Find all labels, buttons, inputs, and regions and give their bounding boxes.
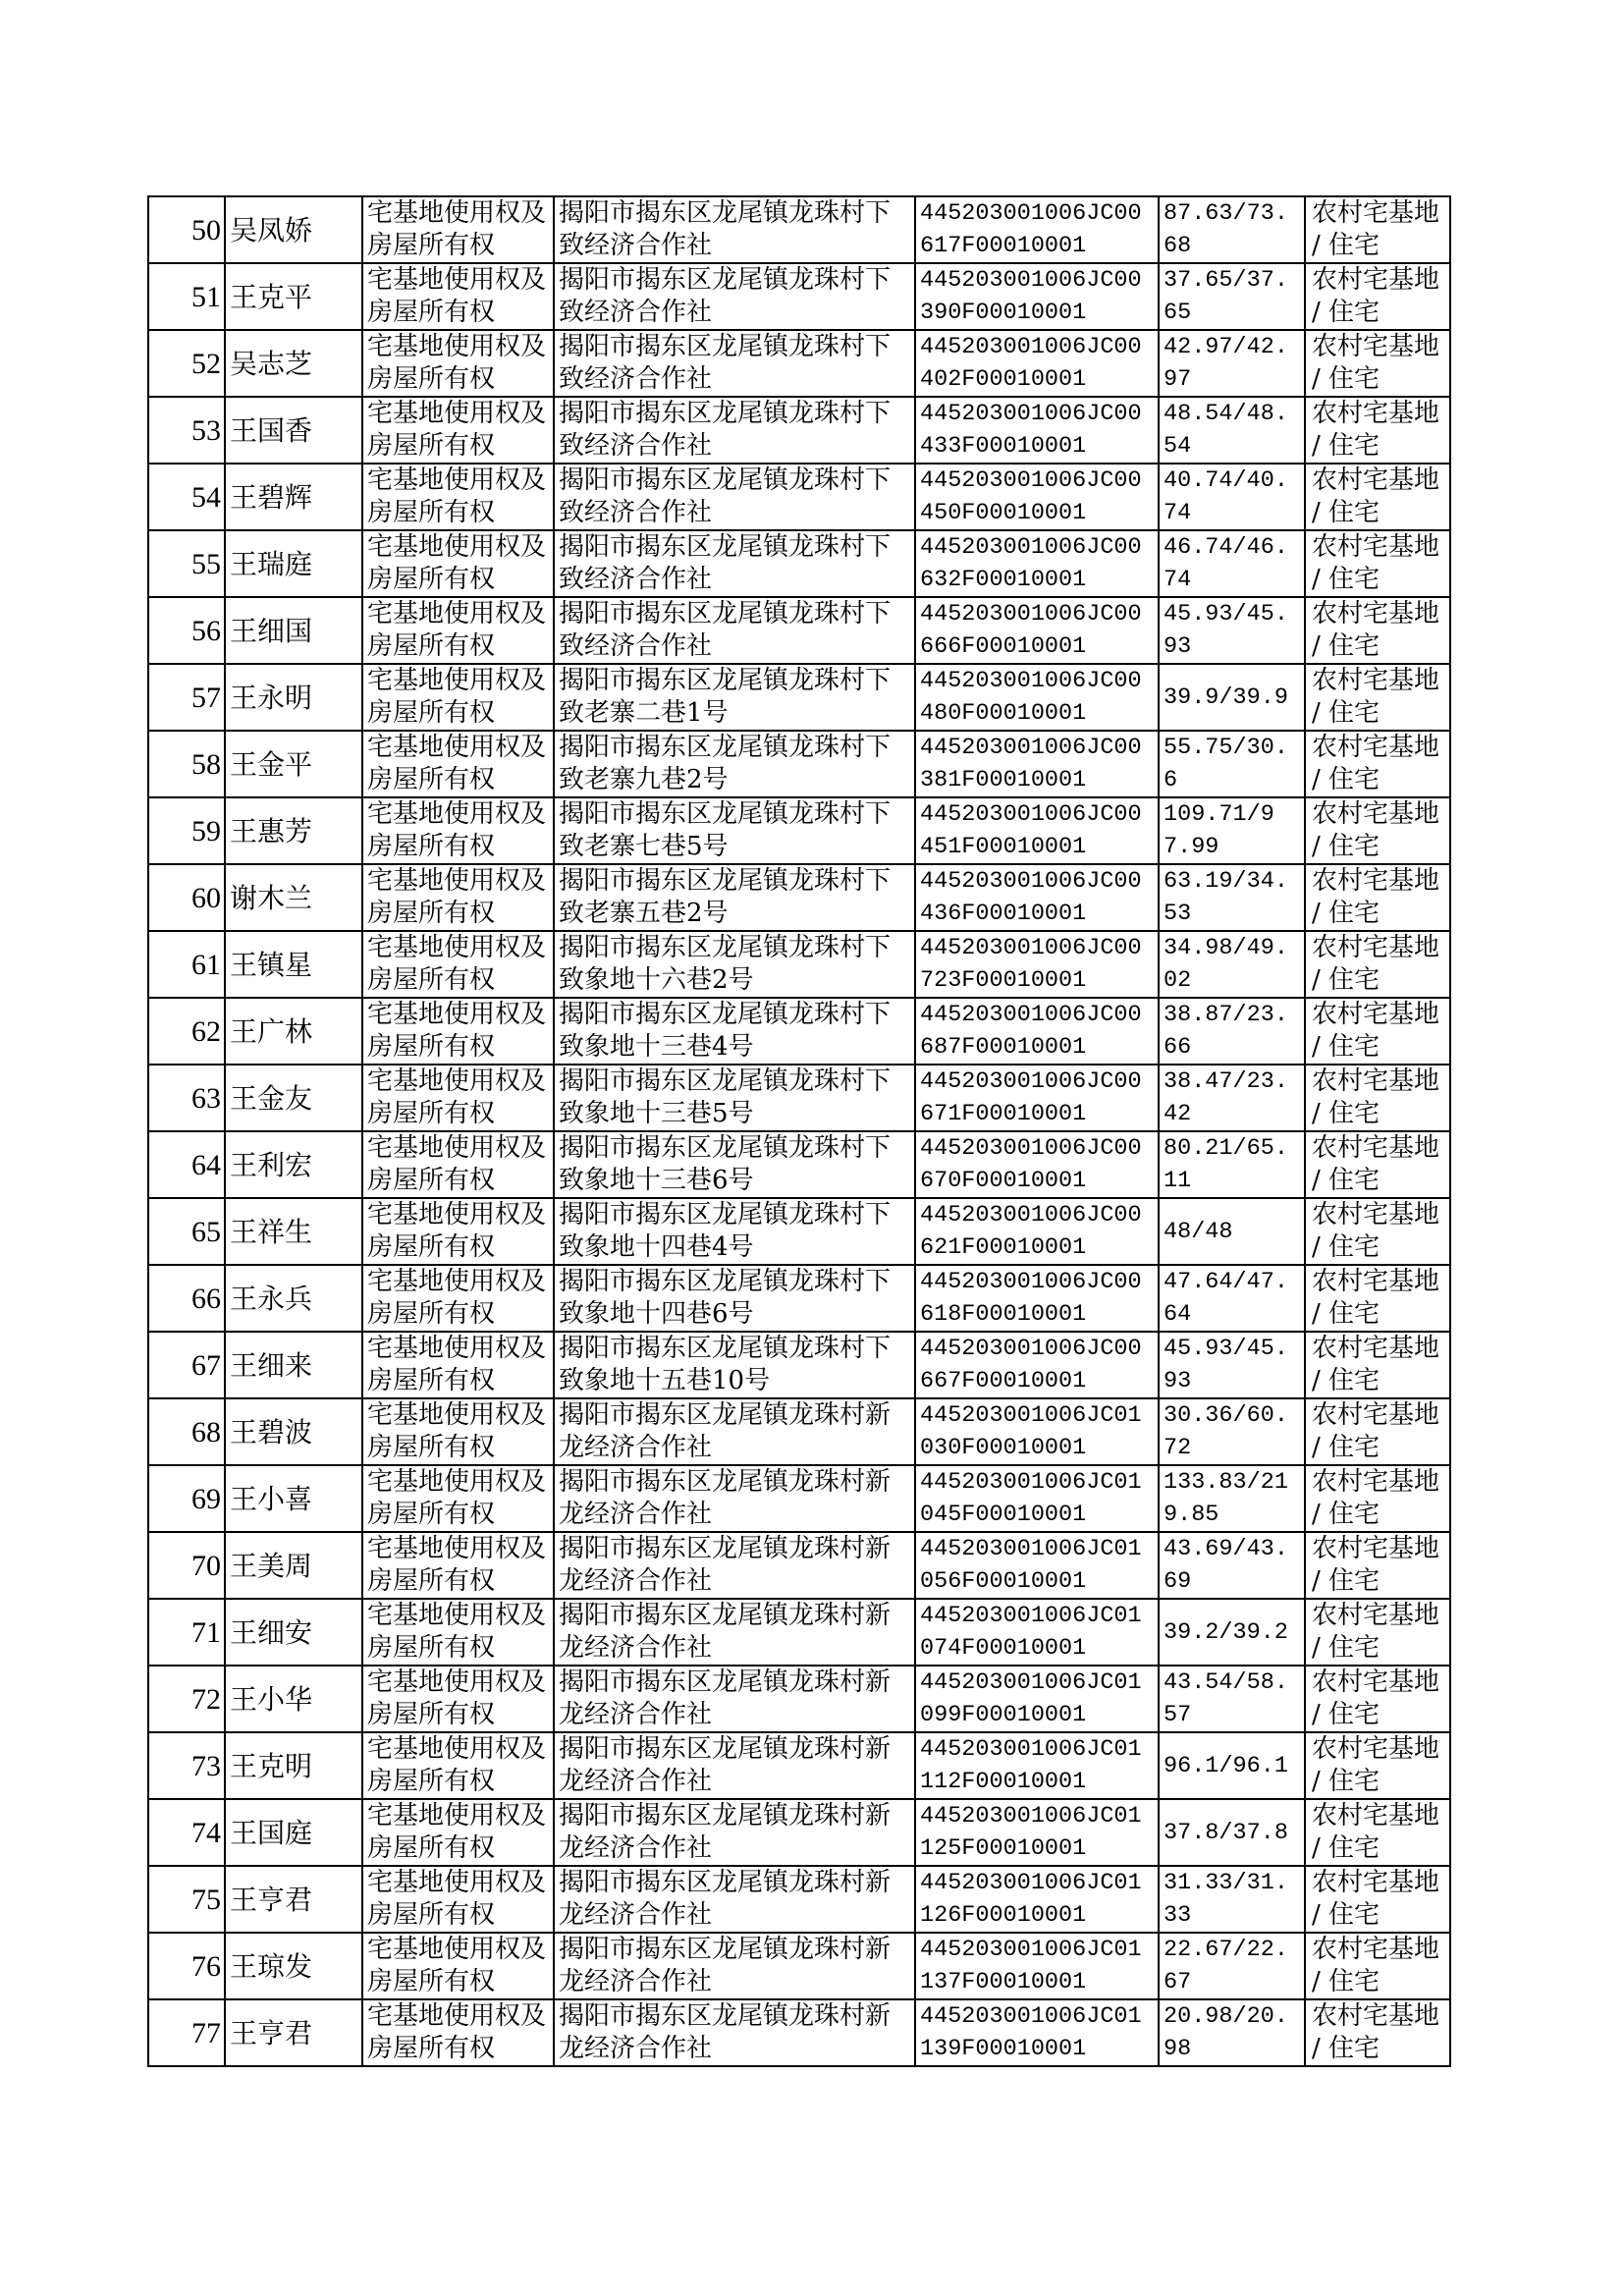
- table-row: [148, 1532, 1450, 1599]
- area-cell: 39.9/39.9: [1159, 664, 1305, 731]
- row-number-cell: 56: [148, 597, 225, 664]
- row-number-cell: 63: [148, 1065, 225, 1131]
- table-row: [148, 931, 1450, 998]
- area-cell: 48.54/48.54: [1159, 397, 1305, 464]
- use-type-cell: 农村宅基地 / 住宅: [1305, 1866, 1450, 1933]
- use-type-cell: 农村宅基地 / 住宅: [1305, 1398, 1450, 1465]
- use-type-cell: 农村宅基地 / 住宅: [1305, 1666, 1450, 1732]
- table-row: [148, 731, 1450, 797]
- table-row: [148, 1131, 1450, 1198]
- record-table-body: [148, 196, 1450, 2066]
- area-cell: 43.69/43.69: [1159, 1532, 1305, 1599]
- table-row: [148, 263, 1450, 330]
- right-type-cell: 宅基地使用权及房屋所有权: [362, 1398, 554, 1465]
- owner-name-cell: 王小喜: [225, 1465, 362, 1532]
- location-cell: 揭阳市揭东区龙尾镇龙珠村新龙经济合作社: [554, 1599, 915, 1666]
- owner-name-cell: 王国香: [225, 397, 362, 464]
- location-cell: 揭阳市揭东区龙尾镇龙珠村下致经济合作社: [554, 597, 915, 664]
- use-type-cell: 农村宅基地 / 住宅: [1305, 196, 1450, 263]
- area-cell: 133.83/219.85: [1159, 1465, 1305, 1532]
- owner-name-cell: 吴凤娇: [225, 196, 362, 263]
- unit-code-cell: 445203001006JC00632F00010001: [915, 530, 1159, 597]
- location-cell: 揭阳市揭东区龙尾镇龙珠村下致老寨五巷2号: [554, 864, 915, 931]
- location-cell: 揭阳市揭东区龙尾镇龙珠村下致老寨七巷5号: [554, 797, 915, 864]
- area-cell: 31.33/31.33: [1159, 1866, 1305, 1933]
- unit-code-cell: 445203001006JC01139F00010001: [915, 1999, 1159, 2066]
- owner-name-cell: 王永明: [225, 664, 362, 731]
- unit-code-cell: 445203001006JC00666F00010001: [915, 597, 1159, 664]
- table-row: [148, 1198, 1450, 1265]
- unit-code-cell: 445203001006JC00670F00010001: [915, 1131, 1159, 1198]
- location-cell: 揭阳市揭东区龙尾镇龙珠村下致经济合作社: [554, 397, 915, 464]
- row-number-cell: 73: [148, 1732, 225, 1799]
- table-row: [148, 1599, 1450, 1666]
- table-row: [148, 464, 1450, 530]
- table-row: [148, 1866, 1450, 1933]
- owner-name-cell: 王碧辉: [225, 464, 362, 530]
- use-type-cell: 农村宅基地 / 住宅: [1305, 1732, 1450, 1799]
- use-type-cell: 农村宅基地 / 住宅: [1305, 664, 1450, 731]
- unit-code-cell: 445203001006JC01126F00010001: [915, 1866, 1159, 1933]
- unit-code-cell: 445203001006JC01074F00010001: [915, 1599, 1159, 1666]
- area-cell: 87.63/73.68: [1159, 196, 1305, 263]
- location-cell: 揭阳市揭东区龙尾镇龙珠村下致老寨二巷1号: [554, 664, 915, 731]
- area-cell: 80.21/65.11: [1159, 1131, 1305, 1198]
- right-type-cell: 宅基地使用权及房屋所有权: [362, 1332, 554, 1398]
- unit-code-cell: 445203001006JC00687F00010001: [915, 998, 1159, 1065]
- location-cell: 揭阳市揭东区龙尾镇龙珠村下致老寨九巷2号: [554, 731, 915, 797]
- record-table: [147, 195, 1451, 2067]
- unit-code-cell: 445203001006JC01045F00010001: [915, 1465, 1159, 1532]
- right-type-cell: 宅基地使用权及房屋所有权: [362, 1866, 554, 1933]
- location-cell: 揭阳市揭东区龙尾镇龙珠村下致象地十三巷6号: [554, 1131, 915, 1198]
- row-number-cell: 66: [148, 1265, 225, 1332]
- row-number-cell: 53: [148, 397, 225, 464]
- row-number-cell: 60: [148, 864, 225, 931]
- use-type-cell: 农村宅基地 / 住宅: [1305, 597, 1450, 664]
- unit-code-cell: 445203001006JC01137F00010001: [915, 1933, 1159, 1999]
- area-cell: 55.75/30.6: [1159, 731, 1305, 797]
- owner-name-cell: 王国庭: [225, 1799, 362, 1866]
- area-cell: 37.65/37.65: [1159, 263, 1305, 330]
- use-type-cell: 农村宅基地 / 住宅: [1305, 464, 1450, 530]
- right-type-cell: 宅基地使用权及房屋所有权: [362, 797, 554, 864]
- unit-code-cell: 445203001006JC00433F00010001: [915, 397, 1159, 464]
- unit-code-cell: 445203001006JC00450F00010001: [915, 464, 1159, 530]
- owner-name-cell: 王克明: [225, 1732, 362, 1799]
- location-cell: 揭阳市揭东区龙尾镇龙珠村下致象地十四巷6号: [554, 1265, 915, 1332]
- right-type-cell: 宅基地使用权及房屋所有权: [362, 464, 554, 530]
- table-row: [148, 1999, 1450, 2066]
- right-type-cell: 宅基地使用权及房屋所有权: [362, 196, 554, 263]
- table-row: [148, 1065, 1450, 1131]
- location-cell: 揭阳市揭东区龙尾镇龙珠村下致经济合作社: [554, 196, 915, 263]
- unit-code-cell: 445203001006JC00617F00010001: [915, 196, 1159, 263]
- unit-code-cell: 445203001006JC01056F00010001: [915, 1532, 1159, 1599]
- location-cell: 揭阳市揭东区龙尾镇龙珠村新龙经济合作社: [554, 1666, 915, 1732]
- row-number-cell: 64: [148, 1131, 225, 1198]
- owner-name-cell: 王细国: [225, 597, 362, 664]
- use-type-cell: 农村宅基地 / 住宅: [1305, 1532, 1450, 1599]
- area-cell: 45.93/45.93: [1159, 1332, 1305, 1398]
- use-type-cell: 农村宅基地 / 住宅: [1305, 998, 1450, 1065]
- right-type-cell: 宅基地使用权及房屋所有权: [362, 1265, 554, 1332]
- location-cell: 揭阳市揭东区龙尾镇龙珠村新龙经济合作社: [554, 1933, 915, 1999]
- unit-code-cell: 445203001006JC00671F00010001: [915, 1065, 1159, 1131]
- row-number-cell: 55: [148, 530, 225, 597]
- area-cell: 30.36/60.72: [1159, 1398, 1305, 1465]
- unit-code-cell: 445203001006JC00390F00010001: [915, 263, 1159, 330]
- location-cell: 揭阳市揭东区龙尾镇龙珠村新龙经济合作社: [554, 1465, 915, 1532]
- table-row: [148, 597, 1450, 664]
- location-cell: 揭阳市揭东区龙尾镇龙珠村下致经济合作社: [554, 263, 915, 330]
- owner-name-cell: 王金友: [225, 1065, 362, 1131]
- table-row: [148, 864, 1450, 931]
- table-row: [148, 1465, 1450, 1532]
- owner-name-cell: 王镇星: [225, 931, 362, 998]
- area-cell: 48/48: [1159, 1198, 1305, 1265]
- location-cell: 揭阳市揭东区龙尾镇龙珠村新龙经济合作社: [554, 1732, 915, 1799]
- owner-name-cell: 王亨君: [225, 1866, 362, 1933]
- location-cell: 揭阳市揭东区龙尾镇龙珠村新龙经济合作社: [554, 1532, 915, 1599]
- unit-code-cell: 445203001006JC00381F00010001: [915, 731, 1159, 797]
- table-row: [148, 530, 1450, 597]
- owner-name-cell: 王广林: [225, 998, 362, 1065]
- row-number-cell: 50: [148, 196, 225, 263]
- use-type-cell: 农村宅基地 / 住宅: [1305, 731, 1450, 797]
- use-type-cell: 农村宅基地 / 住宅: [1305, 530, 1450, 597]
- right-type-cell: 宅基地使用权及房屋所有权: [362, 1933, 554, 1999]
- row-number-cell: 74: [148, 1799, 225, 1866]
- unit-code-cell: 445203001006JC00480F00010001: [915, 664, 1159, 731]
- area-cell: 47.64/47.64: [1159, 1265, 1305, 1332]
- location-cell: 揭阳市揭东区龙尾镇龙珠村下致经济合作社: [554, 330, 915, 397]
- owner-name-cell: 吴志芝: [225, 330, 362, 397]
- area-cell: 22.67/22.67: [1159, 1933, 1305, 1999]
- area-cell: 34.98/49.02: [1159, 931, 1305, 998]
- table-row: [148, 1332, 1450, 1398]
- right-type-cell: 宅基地使用权及房屋所有权: [362, 664, 554, 731]
- right-type-cell: 宅基地使用权及房屋所有权: [362, 1999, 554, 2066]
- area-cell: 109.71/97.99: [1159, 797, 1305, 864]
- right-type-cell: 宅基地使用权及房屋所有权: [362, 1532, 554, 1599]
- use-type-cell: 农村宅基地 / 住宅: [1305, 1131, 1450, 1198]
- right-type-cell: 宅基地使用权及房屋所有权: [362, 1065, 554, 1131]
- use-type-cell: 农村宅基地 / 住宅: [1305, 1599, 1450, 1666]
- row-number-cell: 71: [148, 1599, 225, 1666]
- area-cell: 96.1/96.1: [1159, 1732, 1305, 1799]
- location-cell: 揭阳市揭东区龙尾镇龙珠村下致经济合作社: [554, 464, 915, 530]
- use-type-cell: 农村宅基地 / 住宅: [1305, 1198, 1450, 1265]
- use-type-cell: 农村宅基地 / 住宅: [1305, 1332, 1450, 1398]
- unit-code-cell: 445203001006JC01125F00010001: [915, 1799, 1159, 1866]
- row-number-cell: 62: [148, 998, 225, 1065]
- owner-name-cell: 王碧波: [225, 1398, 362, 1465]
- location-cell: 揭阳市揭东区龙尾镇龙珠村新龙经济合作社: [554, 1866, 915, 1933]
- right-type-cell: 宅基地使用权及房屋所有权: [362, 998, 554, 1065]
- right-type-cell: 宅基地使用权及房屋所有权: [362, 1465, 554, 1532]
- right-type-cell: 宅基地使用权及房屋所有权: [362, 397, 554, 464]
- row-number-cell: 59: [148, 797, 225, 864]
- row-number-cell: 68: [148, 1398, 225, 1465]
- table-row: [148, 1732, 1450, 1799]
- unit-code-cell: 445203001006JC00667F00010001: [915, 1332, 1159, 1398]
- owner-name-cell: 王金平: [225, 731, 362, 797]
- table-row: [148, 196, 1450, 263]
- row-number-cell: 52: [148, 330, 225, 397]
- right-type-cell: 宅基地使用权及房屋所有权: [362, 597, 554, 664]
- use-type-cell: 农村宅基地 / 住宅: [1305, 1465, 1450, 1532]
- unit-code-cell: 445203001006JC00621F00010001: [915, 1198, 1159, 1265]
- area-cell: 45.93/45.93: [1159, 597, 1305, 664]
- area-cell: 38.47/23.42: [1159, 1065, 1305, 1131]
- row-number-cell: 70: [148, 1532, 225, 1599]
- use-type-cell: 农村宅基地 / 住宅: [1305, 931, 1450, 998]
- area-cell: 40.74/40.74: [1159, 464, 1305, 530]
- right-type-cell: 宅基地使用权及房屋所有权: [362, 330, 554, 397]
- owner-name-cell: 王利宏: [225, 1131, 362, 1198]
- location-cell: 揭阳市揭东区龙尾镇龙珠村下致象地十六巷2号: [554, 931, 915, 998]
- location-cell: 揭阳市揭东区龙尾镇龙珠村新龙经济合作社: [554, 1799, 915, 1866]
- table-row: [148, 1265, 1450, 1332]
- owner-name-cell: 王永兵: [225, 1265, 362, 1332]
- unit-code-cell: 445203001006JC00618F00010001: [915, 1265, 1159, 1332]
- use-type-cell: 农村宅基地 / 住宅: [1305, 797, 1450, 864]
- unit-code-cell: 445203001006JC00402F00010001: [915, 330, 1159, 397]
- location-cell: 揭阳市揭东区龙尾镇龙珠村下致象地十三巷5号: [554, 1065, 915, 1131]
- unit-code-cell: 445203001006JC00436F00010001: [915, 864, 1159, 931]
- table-row: [148, 397, 1450, 464]
- row-number-cell: 57: [148, 664, 225, 731]
- unit-code-cell: 445203001006JC00723F00010001: [915, 931, 1159, 998]
- location-cell: 揭阳市揭东区龙尾镇龙珠村下致象地十三巷4号: [554, 998, 915, 1065]
- table-row: [148, 998, 1450, 1065]
- right-type-cell: 宅基地使用权及房屋所有权: [362, 1599, 554, 1666]
- owner-name-cell: 王惠芳: [225, 797, 362, 864]
- unit-code-cell: 445203001006JC00451F00010001: [915, 797, 1159, 864]
- area-cell: 20.98/20.98: [1159, 1999, 1305, 2066]
- right-type-cell: 宅基地使用权及房屋所有权: [362, 1799, 554, 1866]
- location-cell: 揭阳市揭东区龙尾镇龙珠村新龙经济合作社: [554, 1999, 915, 2066]
- row-number-cell: 77: [148, 1999, 225, 2066]
- table-row: [148, 1933, 1450, 1999]
- use-type-cell: 农村宅基地 / 住宅: [1305, 1065, 1450, 1131]
- owner-name-cell: 王小华: [225, 1666, 362, 1732]
- right-type-cell: 宅基地使用权及房屋所有权: [362, 864, 554, 931]
- row-number-cell: 76: [148, 1933, 225, 1999]
- location-cell: 揭阳市揭东区龙尾镇龙珠村新龙经济合作社: [554, 1398, 915, 1465]
- use-type-cell: 农村宅基地 / 住宅: [1305, 864, 1450, 931]
- owner-name-cell: 王亨君: [225, 1999, 362, 2066]
- area-cell: 63.19/34.53: [1159, 864, 1305, 931]
- right-type-cell: 宅基地使用权及房屋所有权: [362, 1198, 554, 1265]
- right-type-cell: 宅基地使用权及房屋所有权: [362, 1732, 554, 1799]
- area-cell: 39.2/39.2: [1159, 1599, 1305, 1666]
- row-number-cell: 72: [148, 1666, 225, 1732]
- row-number-cell: 69: [148, 1465, 225, 1532]
- use-type-cell: 农村宅基地 / 住宅: [1305, 1999, 1450, 2066]
- row-number-cell: 67: [148, 1332, 225, 1398]
- row-number-cell: 58: [148, 731, 225, 797]
- area-cell: 42.97/42.97: [1159, 330, 1305, 397]
- right-type-cell: 宅基地使用权及房屋所有权: [362, 530, 554, 597]
- owner-name-cell: 王细来: [225, 1332, 362, 1398]
- owner-name-cell: 王克平: [225, 263, 362, 330]
- table-row: [148, 1799, 1450, 1866]
- use-type-cell: 农村宅基地 / 住宅: [1305, 263, 1450, 330]
- right-type-cell: 宅基地使用权及房屋所有权: [362, 931, 554, 998]
- area-cell: 38.87/23.66: [1159, 998, 1305, 1065]
- owner-name-cell: 王细安: [225, 1599, 362, 1666]
- unit-code-cell: 445203001006JC01099F00010001: [915, 1666, 1159, 1732]
- use-type-cell: 农村宅基地 / 住宅: [1305, 397, 1450, 464]
- location-cell: 揭阳市揭东区龙尾镇龙珠村下致象地十四巷4号: [554, 1198, 915, 1265]
- table-row: [148, 1398, 1450, 1465]
- owner-name-cell: 王琼发: [225, 1933, 362, 1999]
- right-type-cell: 宅基地使用权及房屋所有权: [362, 731, 554, 797]
- right-type-cell: 宅基地使用权及房屋所有权: [362, 1131, 554, 1198]
- location-cell: 揭阳市揭东区龙尾镇龙珠村下致象地十五巷10号: [554, 1332, 915, 1398]
- row-number-cell: 65: [148, 1198, 225, 1265]
- owner-name-cell: 王美周: [225, 1532, 362, 1599]
- location-cell: 揭阳市揭东区龙尾镇龙珠村下致经济合作社: [554, 530, 915, 597]
- table-row: [148, 664, 1450, 731]
- use-type-cell: 农村宅基地 / 住宅: [1305, 1933, 1450, 1999]
- area-cell: 43.54/58.57: [1159, 1666, 1305, 1732]
- unit-code-cell: 445203001006JC01112F00010001: [915, 1732, 1159, 1799]
- owner-name-cell: 王祥生: [225, 1198, 362, 1265]
- row-number-cell: 51: [148, 263, 225, 330]
- use-type-cell: 农村宅基地 / 住宅: [1305, 1799, 1450, 1866]
- use-type-cell: 农村宅基地 / 住宅: [1305, 1265, 1450, 1332]
- right-type-cell: 宅基地使用权及房屋所有权: [362, 263, 554, 330]
- row-number-cell: 61: [148, 931, 225, 998]
- area-cell: 46.74/46.74: [1159, 530, 1305, 597]
- table-row: [148, 1666, 1450, 1732]
- row-number-cell: 54: [148, 464, 225, 530]
- area-cell: 37.8/37.8: [1159, 1799, 1305, 1866]
- row-number-cell: 75: [148, 1866, 225, 1933]
- table-row: [148, 797, 1450, 864]
- owner-name-cell: 王瑞庭: [225, 530, 362, 597]
- table-row: [148, 330, 1450, 397]
- right-type-cell: 宅基地使用权及房屋所有权: [362, 1666, 554, 1732]
- owner-name-cell: 谢木兰: [225, 864, 362, 931]
- use-type-cell: 农村宅基地 / 住宅: [1305, 330, 1450, 397]
- unit-code-cell: 445203001006JC01030F00010001: [915, 1398, 1159, 1465]
